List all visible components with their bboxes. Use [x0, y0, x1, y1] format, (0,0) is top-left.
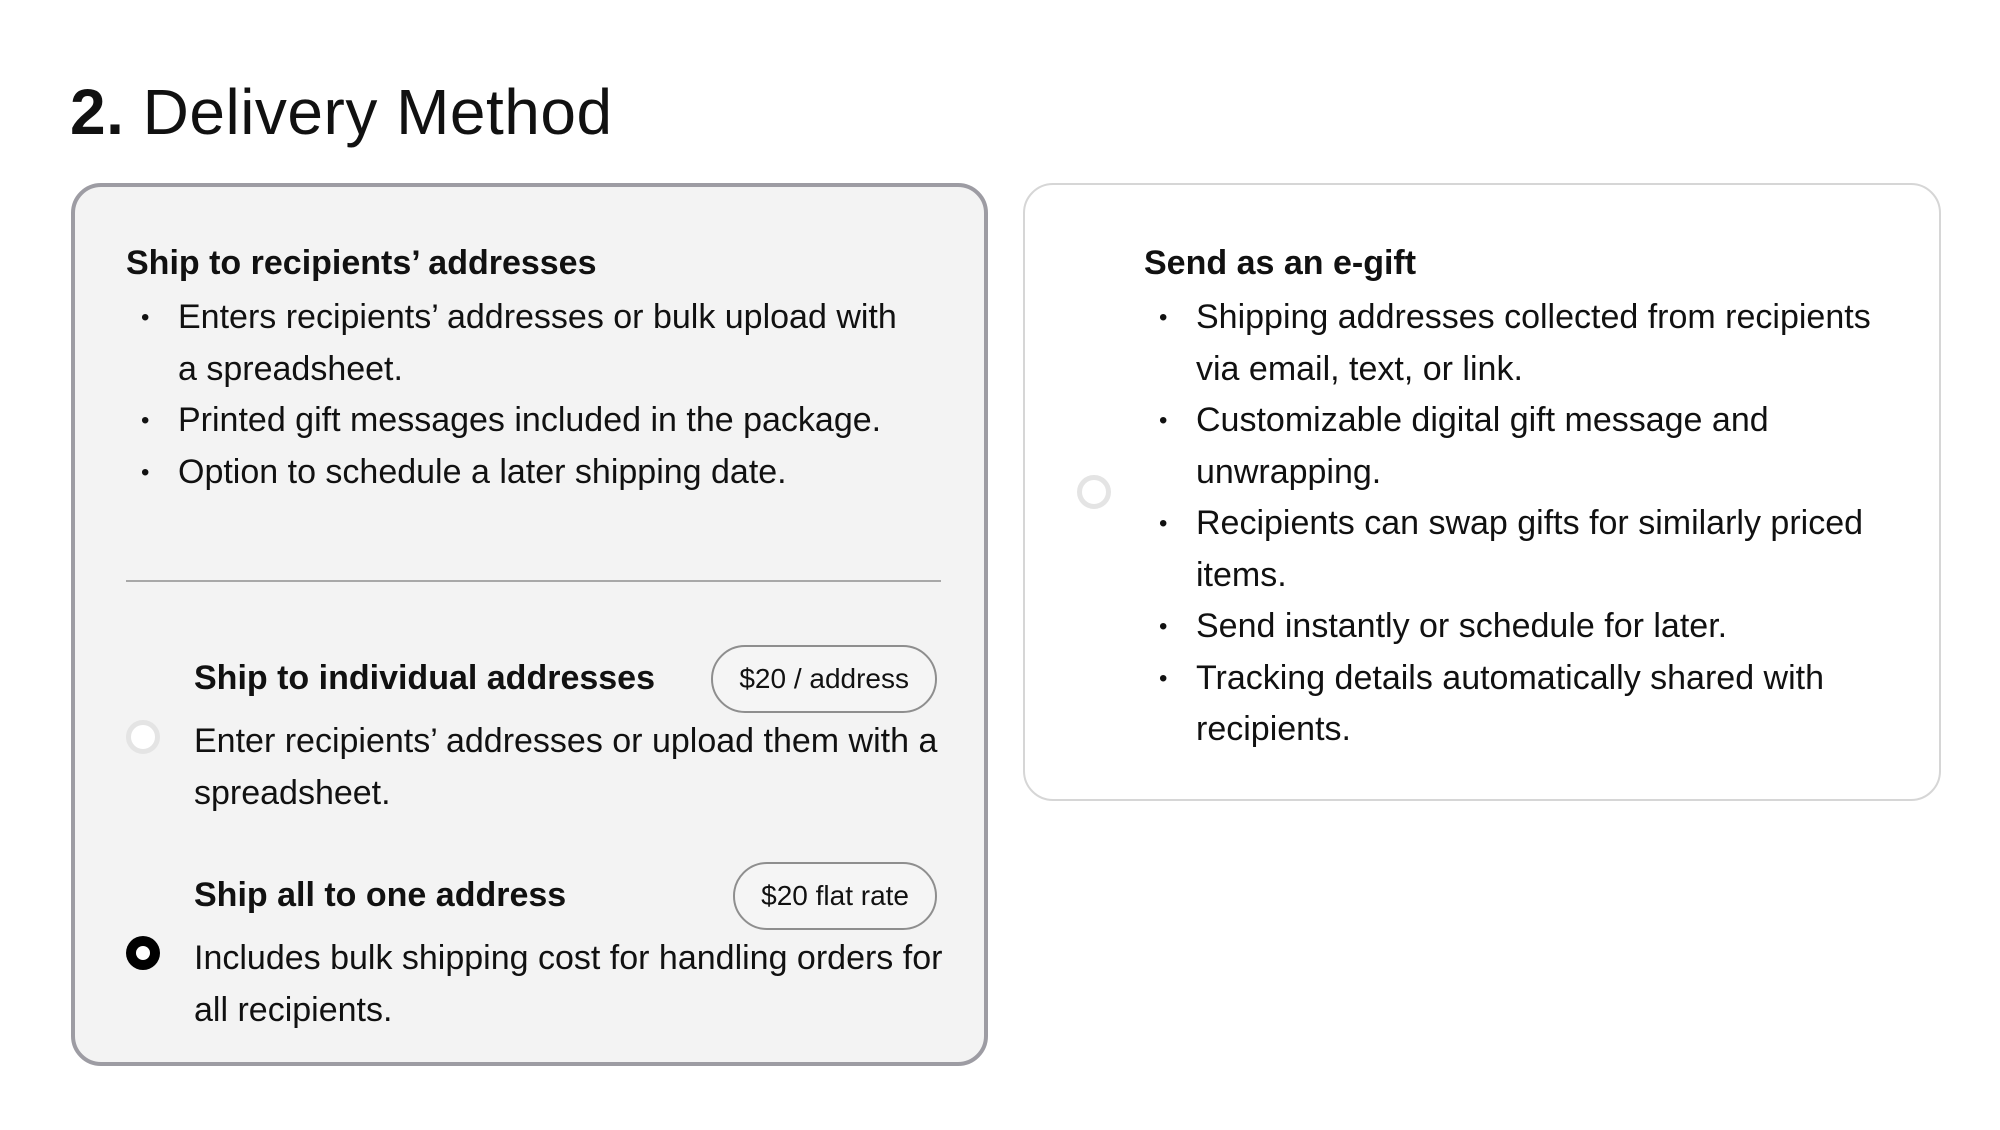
ship-one-address-radio[interactable] — [126, 936, 160, 970]
radio-selected-dot — [136, 946, 150, 960]
ship-individual-option[interactable] — [75, 617, 984, 817]
step-number: 2. — [70, 76, 125, 148]
ship-one-address-description: Includes bulk shipping cost for handling orders for all recipients. — [194, 939, 943, 1029]
ship-to-addresses-card[interactable] — [71, 183, 988, 1066]
egift-feature-item: • Send instantly or schedule for later. — [1144, 601, 1904, 653]
ship-feature-item: • Option to schedule a later shipping date. — [126, 447, 906, 499]
ship-feature-item: • Printed gift messages included in the package. — [126, 395, 906, 447]
ship-individual-description: Enter recipients’ addresses or upload them with a spreadsheet. — [194, 722, 938, 812]
ship-one-address-title: Ship all to one address — [194, 876, 567, 914]
egift-feature-item: • Customizable digital gift message and unwrapping. — [1144, 395, 1904, 498]
ship-option-heading: Ship to recipients’ addresses — [126, 244, 597, 282]
ship-feature-item: • Enters recipients’ addresses or bulk upload with a spreadsheet. — [126, 292, 906, 395]
ship-individual-title: Ship to individual addresses — [194, 659, 655, 697]
ship-individual-radio[interactable] — [126, 720, 160, 754]
divider — [126, 580, 941, 582]
ship-one-address-option[interactable] — [75, 834, 984, 1034]
egift-feature-item: • Tracking details automatically shared with recipients. — [1144, 653, 1904, 756]
page-title — [70, 70, 613, 154]
egift-option-heading: Send as an e-gift — [1144, 244, 1417, 282]
egift-option-features — [1144, 292, 1904, 756]
egift-feature-item: • Shipping addresses collected from recipients via email, text, or link. — [1144, 292, 1904, 395]
egift-radio[interactable] — [1077, 475, 1111, 509]
ship-individual-price-badge: $20 / address — [711, 645, 937, 713]
page-title-text: Delivery Method — [142, 76, 613, 148]
egift-feature-item: • Recipients can swap gifts for similarly priced items. — [1144, 498, 1904, 601]
ship-option-features — [126, 292, 906, 498]
ship-one-address-price-badge: $20 flat rate — [733, 862, 937, 930]
egift-card[interactable] — [1023, 183, 1941, 801]
